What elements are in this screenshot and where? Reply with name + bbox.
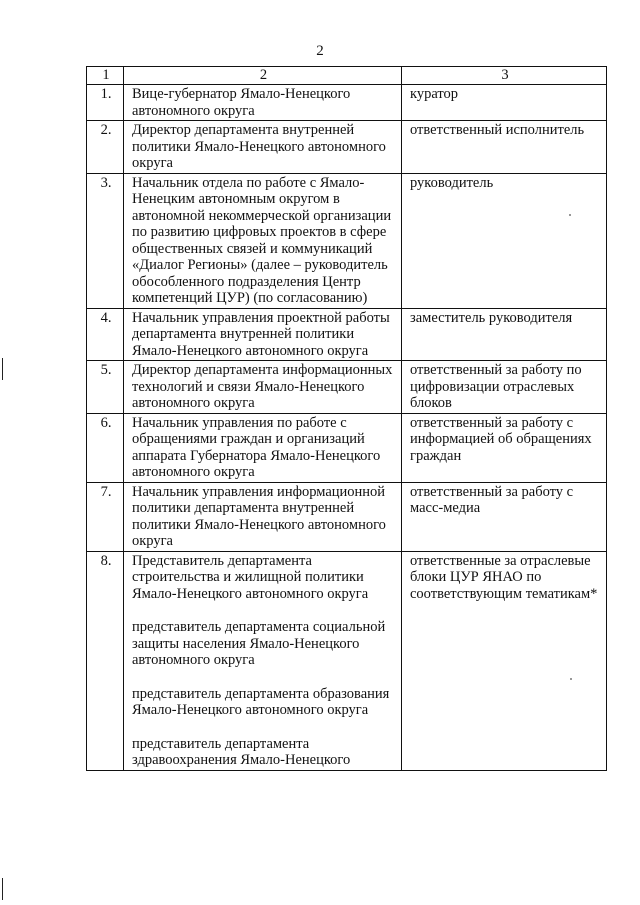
table-row — [87, 121, 607, 174]
role-cell: ответственный за работу с информацией об обращениях граждан — [402, 413, 607, 482]
scan-speck — [569, 214, 571, 216]
role-cell: куратор — [402, 85, 607, 121]
table-row — [87, 308, 607, 361]
position-text: Представитель департамента строительства и жилищной политики Ямало-Ненецкого автономного округа — [132, 552, 369, 602]
column-header-3: 3 — [402, 67, 607, 85]
position-text: Начальник управления по работе с обращениями граждан и организаций аппарата Губернатора Ямало-Ненецкого автономного округа — [132, 414, 381, 480]
position-cell — [124, 361, 402, 414]
table-row — [87, 173, 607, 308]
row-number: 7. — [87, 482, 124, 551]
row-number: 6. — [87, 413, 124, 482]
table-header-row — [87, 67, 607, 85]
table-row — [87, 413, 607, 482]
row-number: 4. — [87, 308, 124, 361]
position-text: Начальник отдела по работе с Ямало-Ненецким автономным округом в автономной некоммерческой организации по развитию цифровых проектов в сфере общественных связей и коммуникаций «Диалог Регионы» (далее – руководитель обособленного подразделения Центр компетенций ЦУР) (по согласованию) — [132, 174, 392, 306]
position-cell — [124, 551, 402, 770]
position-text: Начальник управления проектной работы департамента внутренней политики Ямало-Ненецкого автономного округа — [132, 309, 390, 359]
position-cell — [124, 85, 402, 121]
binding-mark — [2, 878, 3, 900]
position-cell — [124, 413, 402, 482]
position-text: Начальник управления информационной политики департамента внутренней политики Ямало-Ненецкого автономного округа — [132, 483, 386, 549]
position-cell — [124, 482, 402, 551]
row-number: 3. — [87, 173, 124, 308]
row-number: 2. — [87, 121, 124, 174]
row-number: 1. — [87, 85, 124, 121]
column-header-2: 2 — [124, 67, 402, 85]
binding-mark — [2, 358, 3, 380]
table-row — [87, 85, 607, 121]
position-text: Вице-губернатор Ямало-Ненецкого автономного округа — [132, 86, 351, 119]
position-cell — [124, 121, 402, 174]
role-cell: ответственные за отраслевые блоки ЦУР ЯНАО по соответствующим тематикам* — [402, 551, 607, 770]
row-number: 8. — [87, 551, 124, 770]
role-cell: ответственный за работу с масс-медиа — [402, 482, 607, 551]
position-cell — [124, 173, 402, 308]
role-cell: ответственный исполнитель — [402, 121, 607, 174]
position-text: представитель департамента социальной защиты населения Ямало-Ненецкого автономного округа — [132, 619, 386, 668]
table-row — [87, 551, 607, 770]
table-row — [87, 361, 607, 414]
position-text: представитель департамента здравоохранения Ямало-Ненецкого — [132, 735, 351, 768]
column-header-1: 1 — [87, 67, 124, 85]
position-cell — [124, 308, 402, 361]
position-text: представитель департамента образования Ямало-Ненецкого автономного округа — [132, 685, 390, 718]
page-number: 2 — [316, 43, 324, 59]
scan-speck — [570, 678, 572, 680]
position-text: Директор департамента информационных технологий и связи Ямало-Ненецкого автономного округа — [132, 362, 393, 411]
row-number: 5. — [87, 361, 124, 414]
role-cell: заместитель руководителя — [402, 308, 607, 361]
role-cell: ответственный за работу по цифровизации отраслевых блоков — [402, 361, 607, 414]
role-cell: руководитель — [402, 173, 607, 308]
table-row — [87, 482, 607, 551]
responsibility-table — [86, 66, 607, 771]
position-text: Директор департамента внутренней политики Ямало-Ненецкого автономного округа — [132, 122, 386, 171]
